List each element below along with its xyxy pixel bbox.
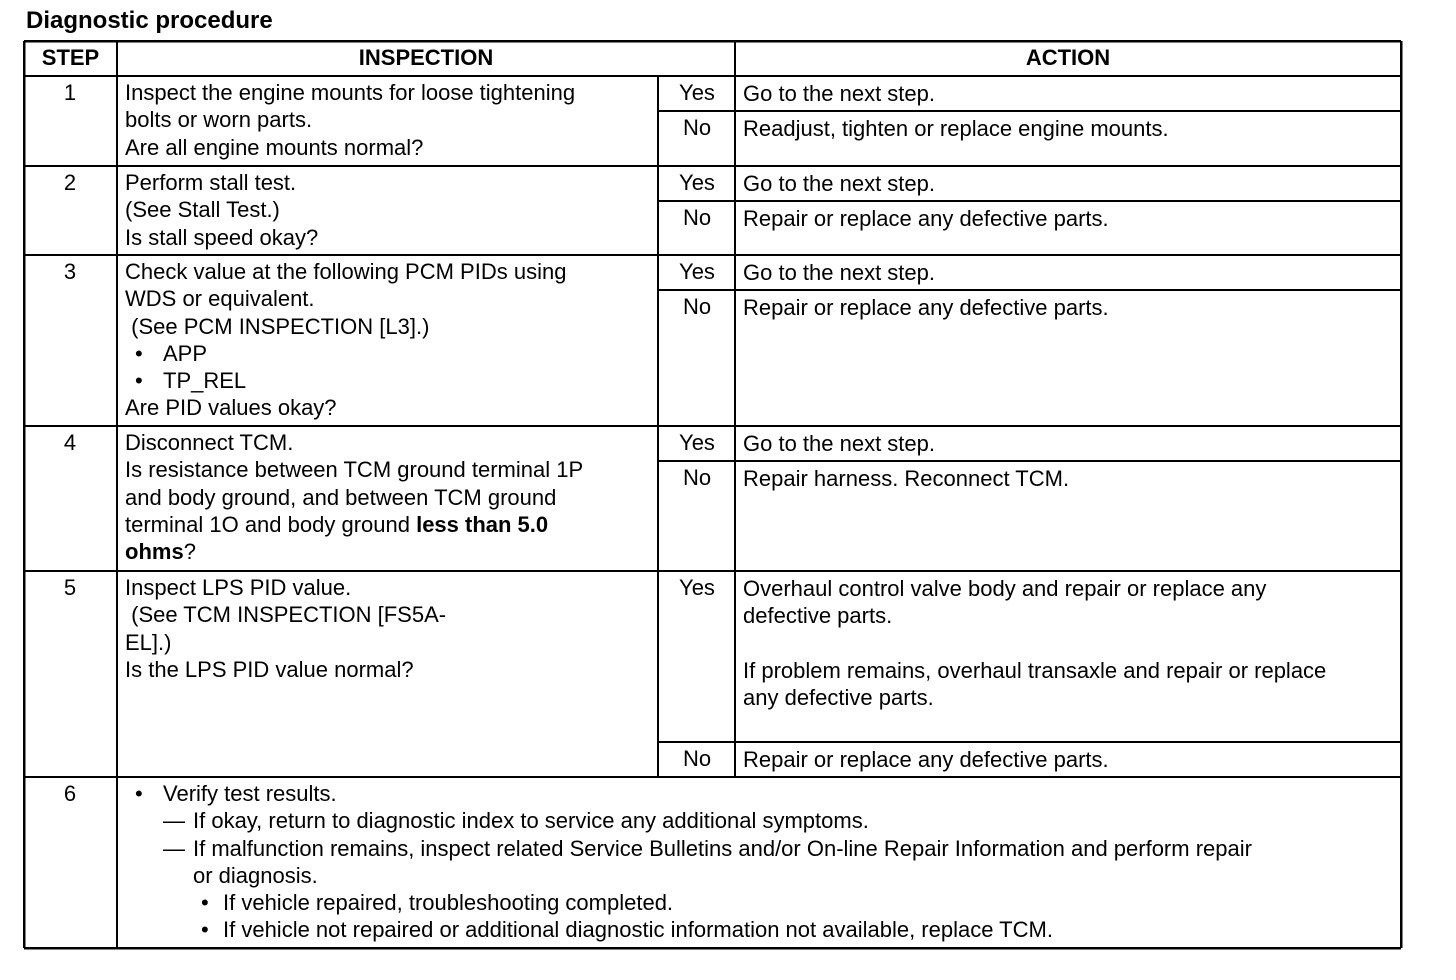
- no-action: Repair or replace any defective parts.: [743, 206, 1109, 231]
- list-item: — If okay, return to diagnostic index to service any additional symptoms.: [163, 808, 869, 834]
- yes-action: Go to the next step.: [743, 81, 936, 106]
- yes-label: Yes: [679, 259, 715, 284]
- no-action: Repair or replace any defective parts.: [743, 295, 1109, 320]
- no-action: Readjust, tighten or replace engine mounts.: [743, 116, 1169, 141]
- step-number: 3: [63, 259, 77, 284]
- yes-action: Go to the next step.: [743, 260, 936, 285]
- yes-label: Yes: [679, 80, 715, 105]
- yes-label: Yes: [679, 430, 715, 455]
- no-label: No: [682, 115, 712, 140]
- header-action: ACTION: [1025, 45, 1111, 70]
- final-step-text: • Verify test results. — If okay, return to diagnostic index to service any additional symptoms. — If malfunction remains, inspect related Service Bulletins and/or On-line Repair Information and perform repair or diagnosis. • If vehicle repaired, troubleshooting completed. • If vehicle not repaired or additional diagnostic information not available, replace TCM.: [125, 780, 1252, 944]
- page-title: Diagnostic procedure: [26, 7, 273, 34]
- yes-action: Overhaul control valve body and repair or replace any defective parts. If problem remains, overhaul transaxle and repair or replace any defective parts.: [743, 576, 1327, 710]
- no-label: No: [682, 746, 712, 771]
- yes-label: Yes: [679, 170, 715, 195]
- list-item: • If vehicle repaired, troubleshooting completed.: [125, 889, 1252, 916]
- step-number: 1: [63, 80, 77, 105]
- inspection-text: Inspect the engine mounts for loose tightening bolts or worn parts. Are all engine mounts normal?: [125, 80, 576, 160]
- step-number: 5: [63, 575, 77, 600]
- yes-label: Yes: [679, 575, 715, 600]
- step-number: 4: [63, 430, 77, 455]
- no-action: Repair or replace any defective parts.: [743, 747, 1109, 772]
- yes-action: Go to the next step.: [743, 431, 936, 456]
- inspection-text: Perform stall test. (See Stall Test.) Is stall speed okay?: [125, 170, 319, 250]
- list-item: • TP_REL: [125, 367, 566, 394]
- no-label: No: [682, 294, 712, 319]
- header-step: STEP: [41, 45, 100, 70]
- inspection-text: Disconnect TCM. Is resistance between TCM ground terminal 1P and body ground, and between TCM ground terminal 1O and body ground less than 5.0 ohms?: [125, 430, 584, 565]
- no-label: No: [682, 205, 712, 230]
- inspection-text: Inspect LPS PID value. (See TCM INSPECTION [FS5A- EL].) Is the LPS PID value normal?: [125, 575, 447, 682]
- list-item: • If vehicle not repaired or additional diagnostic information not available, replace TCM.: [125, 916, 1252, 943]
- inspection-text: Check value at the following PCM PIDs using WDS or equivalent. (See PCM INSPECTION [L3].) • APP • TP_REL Are PID values okay?: [125, 258, 566, 422]
- list-item: • Verify test results.: [125, 780, 1252, 807]
- list-item: • APP: [125, 340, 566, 367]
- step-number: 2: [63, 170, 77, 195]
- yes-action: Go to the next step.: [743, 171, 936, 196]
- no-label: No: [682, 465, 712, 490]
- list-item: — If malfunction remains, inspect related Service Bulletins and/or On-line Repair Information and perform repair: [163, 835, 1252, 861]
- header-inspection: INSPECTION: [358, 45, 494, 70]
- step-number: 6: [63, 781, 77, 806]
- no-action: Repair harness. Reconnect TCM.: [743, 466, 1070, 491]
